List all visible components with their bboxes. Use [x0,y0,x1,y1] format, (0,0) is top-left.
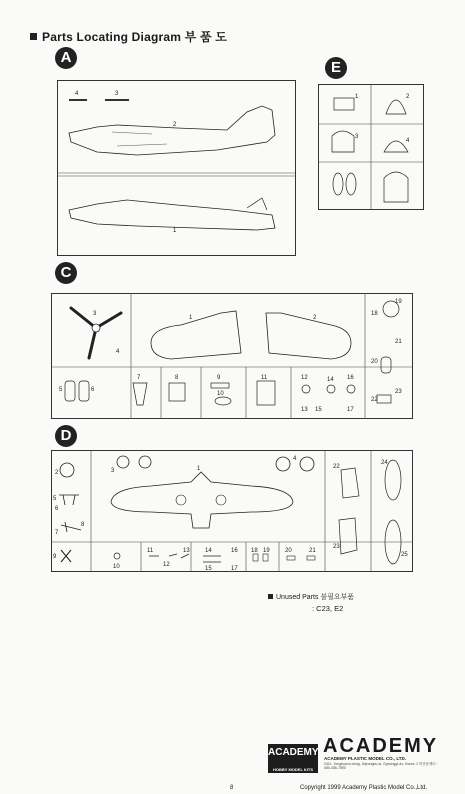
part-label-c7: 7 [137,375,141,381]
part-label-d19: 19 [263,548,270,554]
sprue-a-drawing [57,80,296,256]
part-label-d12: 12 [163,562,170,568]
sprue-c-drawing [51,293,413,419]
page-number: 8 [230,785,234,791]
unused-parts-title: Unused Parts 불필요부품 [276,594,355,601]
unused-parts-codes: : C23, E2 [312,604,344,613]
part-label-d16: 16 [231,548,238,554]
part-label-d6: 6 [55,506,59,512]
part-label-d14: 14 [205,548,212,554]
copyright-text: Copyright 1999 Academy Plastic Model Co.,Ltd. [300,785,428,791]
part-label-d15: 15 [205,566,212,572]
part-label-c6: 6 [91,387,95,393]
part-label-c8: 8 [175,375,179,381]
company-address: 2411, Yonghyeon-dong, Uijeongbu-si, Gyeonggi-do, Korea 고객상담센터 : 080-456-7890 [324,762,438,770]
part-label-c18: 18 [371,311,378,317]
part-label-c16: 16 [347,375,354,381]
part-label-c19: 19 [395,299,402,305]
unused-parts-note [268,592,354,614]
page-title-text: Parts Locating Diagram 부 품 도 [42,30,228,44]
bullet-square-icon [268,594,273,599]
part-label-c14: 14 [327,377,334,383]
part-label-d20: 20 [285,548,292,554]
section-a-marker: A [55,47,77,69]
badge-text: ACADEMY [268,747,319,758]
part-label-c2: 2 [313,315,317,321]
part-label-c12: 12 [301,375,308,381]
part-label-d2: 2 [55,470,59,476]
part-label-c15: 15 [315,407,322,413]
part-label-c13: 13 [301,407,308,413]
part-label-d5: 5 [53,496,57,502]
part-label-c22: 22 [371,397,378,403]
sprue-d-drawing [51,450,413,572]
part-label-d3: 3 [111,468,115,474]
part-label-c10: 10 [217,391,224,397]
part-label-d21: 21 [309,548,316,554]
part-label-c9: 9 [217,375,221,381]
part-label-e1: 1 [355,94,359,100]
part-label-d8: 8 [81,522,85,528]
academy-wordmark-logo: ACADEMY [323,735,439,757]
part-label-c23: 23 [395,389,402,395]
academy-badge-logo [268,744,319,772]
part-label-d13: 13 [183,548,190,554]
part-label-d10: 10 [113,564,120,570]
part-label-e3: 3 [355,134,359,140]
part-label-d9: 9 [53,554,57,560]
part-label-d11: 11 [147,548,154,554]
part-label-e2: 2 [406,94,410,100]
part-label-d25: 25 [401,552,408,558]
part-label-e4: 4 [406,138,410,144]
part-label-d18: 18 [251,548,258,554]
part-label-d4: 4 [293,456,297,462]
sprue-e-drawing [318,84,424,210]
part-label-c4: 4 [116,349,120,355]
company-name: ACADEMY PLASTIC MODEL CO., LTD. [324,756,407,761]
part-label-d17: 17 [231,566,238,572]
part-label-a4: 4 [75,91,79,97]
part-label-c17: 17 [347,407,354,413]
part-label-d24: 24 [381,460,388,466]
part-label-d23: 23 [333,544,340,550]
part-label-c5: 5 [59,387,63,393]
part-label-d7: 7 [55,530,59,536]
part-label-c21: 21 [395,339,402,345]
part-label-c20: 20 [371,359,378,365]
part-label-c1: 1 [189,315,193,321]
bullet-square-icon [30,33,37,40]
part-label-c11: 11 [261,375,268,381]
part-label-a2: 2 [173,122,177,128]
part-label-c3: 3 [93,311,97,317]
part-label-d1: 1 [197,466,201,472]
section-d-marker: D [55,425,77,447]
part-label-a3: 3 [115,91,119,97]
part-label-d22: 22 [333,464,340,470]
section-c-marker: C [55,262,77,284]
badge-subtext: HOBBY MODEL KITS [268,766,318,773]
part-label-a1: 1 [173,228,177,234]
page-title [30,28,227,45]
section-e-marker: E [325,57,347,79]
